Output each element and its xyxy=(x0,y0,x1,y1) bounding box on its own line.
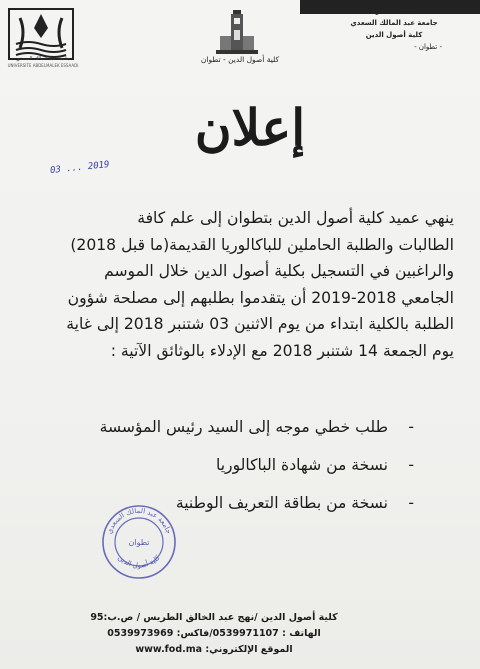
document-item-request: طلب خطي موجه إلى السيد رئيس المؤسسة xyxy=(99,418,388,436)
header-line-university: جامعة عبد المالك السعدي xyxy=(350,19,438,27)
footer-address: كلية أصول الدين /نهج عبد الخالق الطريس / ص.ب:95 xyxy=(90,612,338,623)
body-line: والراغبين في التسجيل بكلية أصول الدين خلال الموسم xyxy=(104,262,454,280)
bullet-dash: - xyxy=(408,456,414,474)
official-round-stamp-icon xyxy=(100,503,178,581)
center-logo-caption: كلية أصول الدين - تطوان xyxy=(200,55,280,64)
tower-logo-icon xyxy=(212,6,262,58)
list-item xyxy=(114,456,414,494)
document-item-bac: نسخة من شهادة الباكالوريا xyxy=(215,456,388,474)
body-line: الطلبة بالكلية ابتداء من يوم الاثنين 03 شتنبر 2018 إلى غاية xyxy=(66,315,454,333)
document-item-id: نسخة من بطاقة التعريف الوطنية xyxy=(175,494,388,512)
left-logo-caption: جامعة عبد المالك السعدي xyxy=(16,56,70,62)
left-logo-caption-latin: UNIVERSITE ABDELMALEK ESSAADI xyxy=(7,63,79,68)
header-line-kingdom: المملكة المغربية xyxy=(366,7,422,15)
body-line: ينهي عميد كلية أصول الدين بتطوان إلى علم كافة xyxy=(137,209,454,227)
footer-contact xyxy=(90,610,338,658)
svg-text:جامعة عبد المالك السعدي xyxy=(105,507,172,535)
header-line-city: - تطوان - xyxy=(414,43,442,51)
announcement-title: إعلان xyxy=(194,98,306,157)
date-stamp: 03 ... 2019 xyxy=(49,159,110,177)
header-line-faculty: كلية أصول الدين xyxy=(365,31,423,39)
footer-website: الموقع الإلكتروني: www.fod.ma xyxy=(135,644,293,655)
stamp-center-text: تطوان xyxy=(128,538,150,547)
stamp-top-text: جامعة عبد المالك السعدي xyxy=(105,506,173,535)
svg-text:كلية أصول الدين xyxy=(116,553,162,570)
stamp-bottom-text: كلية أصول الدين xyxy=(116,553,162,570)
body-line: الطالبات والطلبة الحاملين للباكالوريا القديمة(ما قبل 2018) xyxy=(70,235,454,254)
bullet-dash: - xyxy=(408,494,414,512)
institution-header xyxy=(324,5,464,53)
body-line: يوم الجمعة 14 شتنبر 2018 مع الإدلاء بالوثائق الآتية : xyxy=(110,341,454,360)
body-line: الجامعي 2018-2019 أن يتقدموا بطلبهم إلى مصلحة شؤون xyxy=(67,288,454,307)
bullet-dash: - xyxy=(408,418,414,436)
announcement-body xyxy=(34,205,454,364)
list-item xyxy=(99,418,414,456)
university-logo-icon xyxy=(8,8,74,60)
footer-phone: الهاتف : 0539971107/فاكس: 0539973969 xyxy=(107,628,321,639)
